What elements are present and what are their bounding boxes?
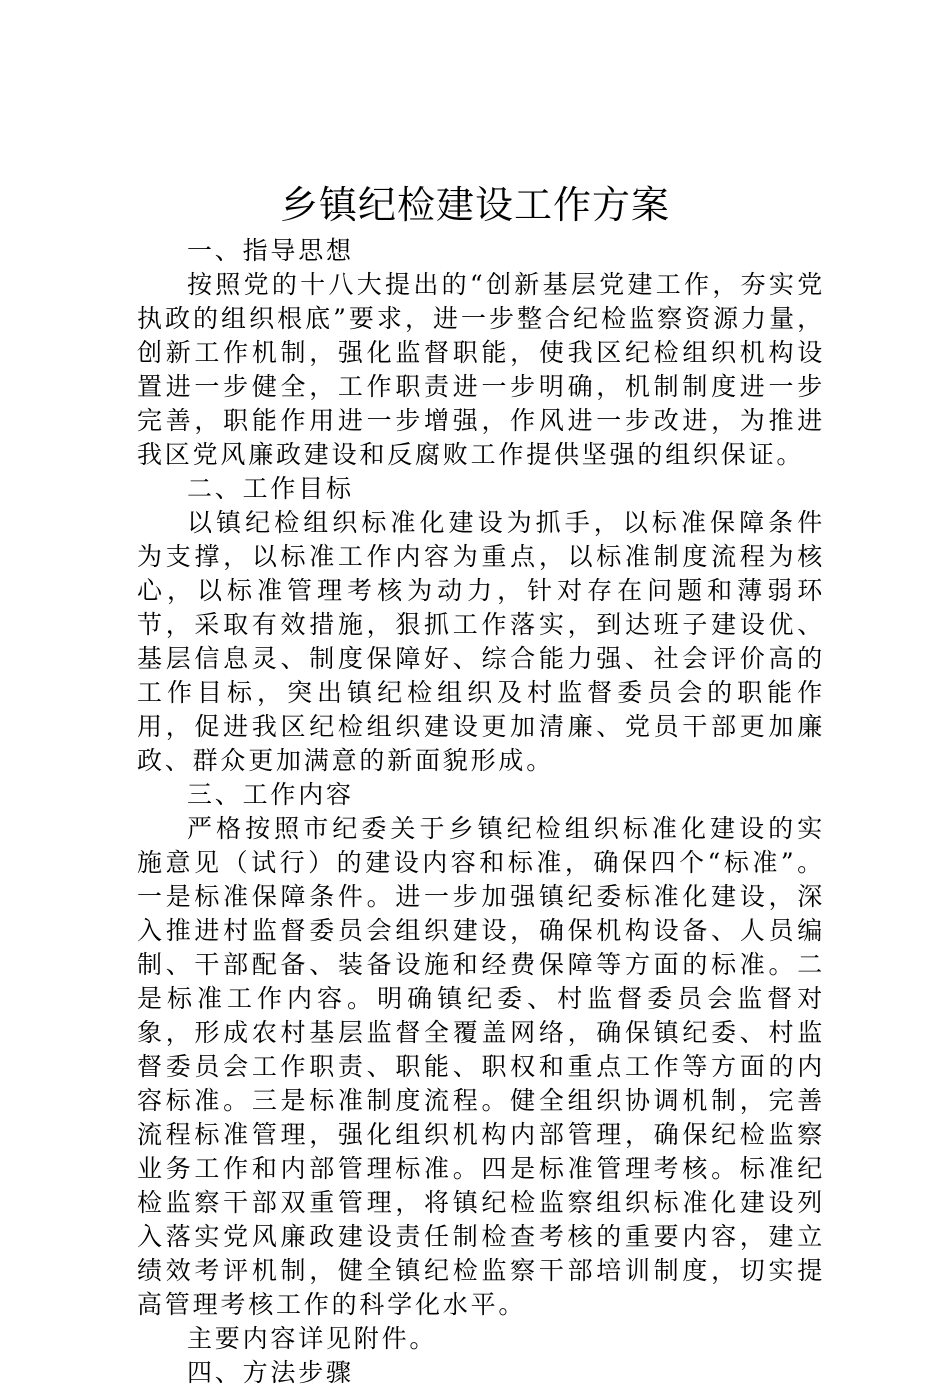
paragraph-guiding-thought: 按照党的十八大提出的“创新基层党建工作，夯实党执政的组织根底”要求，进一步整合纪检监察资源力量，创新工作机制，强化监督职能，使我区纪检组织机构设置进一步健全，工作职责进一步明确，机制制度进一步完善，职能作用进一步增强，作风进一步改进，为推进我区党风廉政建设和反腐败工作提供坚强的组织保证。 [137,270,825,469]
document-body [137,234,825,1390]
paragraph-attachment-note: 主要内容详见附件。 [187,1324,438,1353]
section-heading-work-goals: 二、工作目标 [187,474,354,503]
document-title: 乡镇纪检建设工作方案 [279,183,670,227]
section-heading-guiding-thought: 一、指导思想 [187,236,354,265]
section-heading-method-steps: 四、方法步骤 [187,1358,354,1387]
section-heading-work-content: 三、工作内容 [187,780,354,809]
paragraph-work-content: 严格按照市纪委关于乡镇纪检组织标准化建设的实施意见（试行）的建设内容和标准，确保四个“标准”。一是标准保障条件。进一步加强镇纪委标准化建设，深入推进村监督委员会组织建设，确保机构设备、人员编制、干部配备、装备设施和经费保障等方面的标准。二是标准工作内容。明确镇纪委、村监督委员会监督对象，形成农村基层监督全覆盖网络，确保镇纪委、村监督委员会工作职责、职能、职权和重点工作等方面的内容标准。三是标准制度流程。健全组织协调机制，完善流程标准管理，强化组织机构内部管理，确保纪检监察业务工作和内部管理标准。四是标准管理考核。标准纪检监察干部双重管理，将镇纪检监察组织标准化建设列入落实党风廉政建设责任制检查考核的重要内容，建立绩效考评机制，健全镇纪检监察干部培训制度，切实提高管理考核工作的科学化水平。 [137,814,825,1319]
paragraph-work-goals: 以镇纪检组织标准化建设为抓手，以标准保障条件为支撑，以标准工作内容为重点，以标准制度流程为核心，以标准管理考核为动力，针对存在问题和薄弱环节，采取有效措施，狠抓工作落实，到达班子建设优、基层信息灵、制度保障好、综合能力强、社会评价高的工作目标，突出镇纪检组织及村监督委员会的职能作用，促进我区纪检组织建设更加清廉、党员干部更加廉政、群众更加满意的新面貌形成。 [137,508,825,775]
